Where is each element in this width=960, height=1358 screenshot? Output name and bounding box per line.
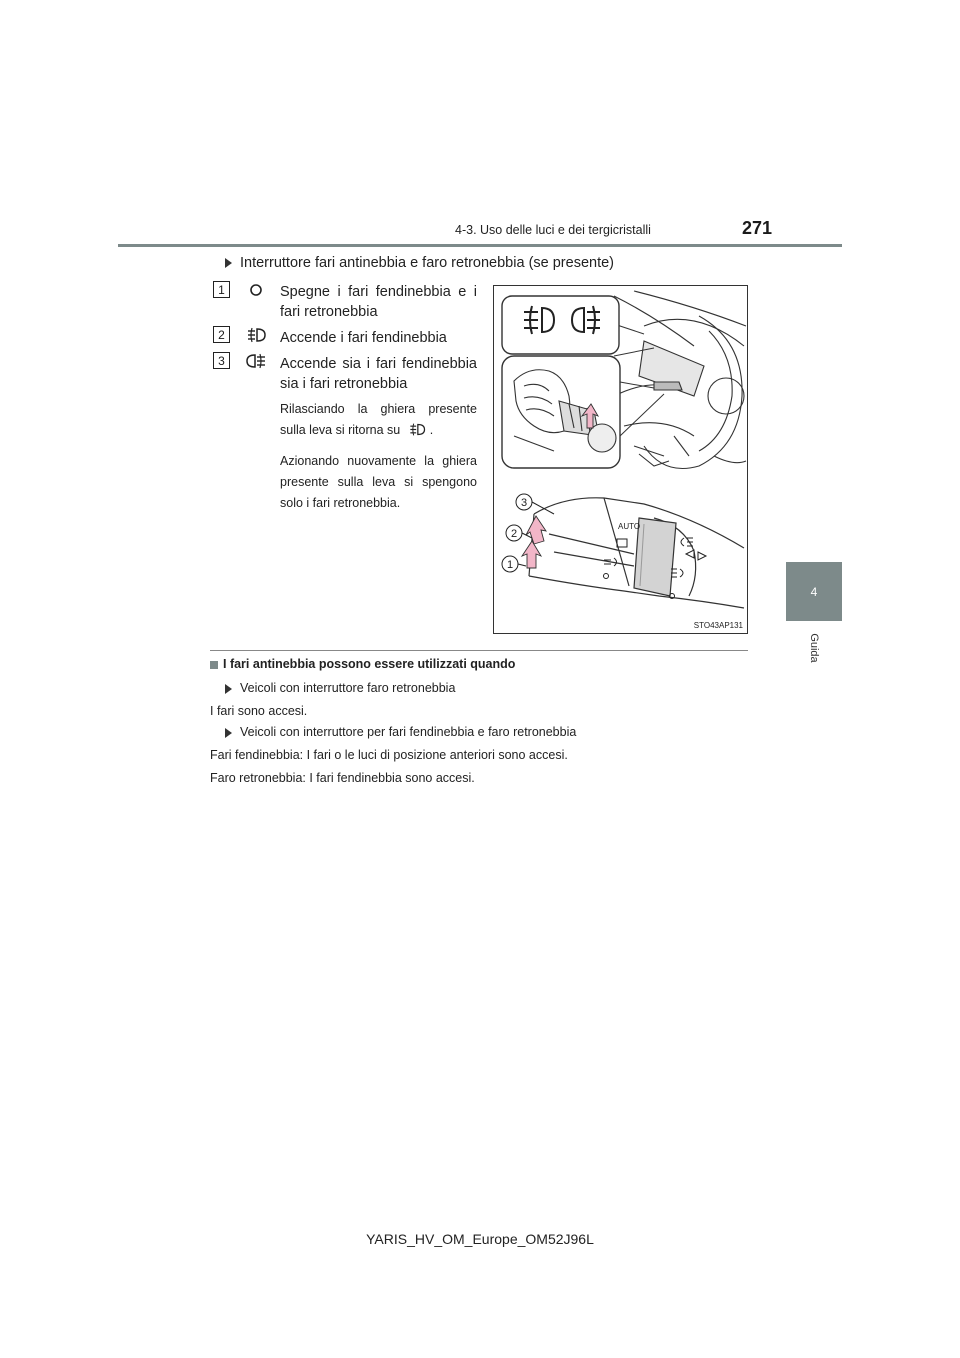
chapter-tab bbox=[786, 562, 842, 621]
case-2-title bbox=[225, 725, 576, 739]
note-return-period: . bbox=[429, 423, 434, 437]
case-1-title-text: Veicoli con interruttore faro retronebbia bbox=[240, 681, 456, 695]
switch-section-heading bbox=[225, 255, 614, 271]
note-return bbox=[280, 399, 477, 441]
section-separator bbox=[210, 650, 748, 651]
note-return-text: Rilasciando la ghiera presente sulla leva si ritorna su bbox=[280, 402, 477, 437]
page-number: 271 bbox=[742, 218, 773, 238]
bullet-triangle-icon bbox=[225, 684, 232, 694]
chapter-label: Guida bbox=[808, 633, 820, 663]
front-fog-inline-icon bbox=[406, 422, 428, 437]
square-bullet-icon bbox=[210, 661, 218, 669]
case-1-title bbox=[225, 681, 455, 695]
note-rear-off: Azionando nuovamente la ghiera presente sulla leva si spengono solo i fari retronebbia. bbox=[280, 454, 477, 510]
item-text-3: Accende sia i fari fendinebbia sia i fari retronebbia bbox=[280, 356, 477, 392]
auto-label: AUTO bbox=[618, 522, 641, 531]
item-number-2: 2 bbox=[213, 326, 230, 343]
figure-caption: STO43AP131 bbox=[693, 621, 743, 630]
section-title: 4-3. Uso delle luci e dei tergicristalli bbox=[455, 223, 651, 237]
header-rule bbox=[118, 244, 842, 247]
item-text-2: Accende i fari fendinebbia bbox=[280, 330, 447, 346]
case-2-line-1: Fari fendinebbia: I fari o le luci di posizione anteriori sono accesi. bbox=[210, 748, 568, 762]
item-text-1: Spegne i fari fendinebbia e i fari retronebbia bbox=[280, 284, 477, 320]
bullet-triangle-icon bbox=[225, 728, 232, 738]
item-number-1: 1 bbox=[213, 281, 230, 298]
callout-1: 1 bbox=[506, 559, 514, 571]
case-1-text: I fari sono accesi. bbox=[210, 704, 308, 718]
front-fog-icon bbox=[244, 326, 268, 344]
callout-2: 2 bbox=[510, 528, 518, 540]
switch-section-heading-text: Interruttore fari antinebbia e faro retronebbia (se presente) bbox=[240, 255, 614, 271]
item-number-3: 3 bbox=[213, 352, 230, 369]
document-footer: YARIS_HV_OM_Europe_OM52J96L bbox=[366, 1231, 594, 1247]
case-2-line-2: Faro retronebbia: I fari fendinebbia sono accesi. bbox=[210, 771, 475, 785]
off-circle-icon bbox=[244, 281, 268, 299]
usage-heading-text: I fari antinebbia possono essere utilizzati quando bbox=[223, 657, 516, 671]
case-2-title-text: Veicoli con interruttore per fari fendinebbia e faro retronebbia bbox=[240, 725, 577, 739]
rear-fog-icon bbox=[244, 352, 268, 370]
illustration-drawing bbox=[494, 286, 748, 634]
chapter-number: 4 bbox=[810, 584, 818, 599]
usage-heading bbox=[210, 657, 515, 671]
bullet-triangle-icon bbox=[225, 258, 232, 268]
fog-switch-illustration bbox=[493, 285, 748, 634]
callout-3: 3 bbox=[520, 497, 528, 509]
